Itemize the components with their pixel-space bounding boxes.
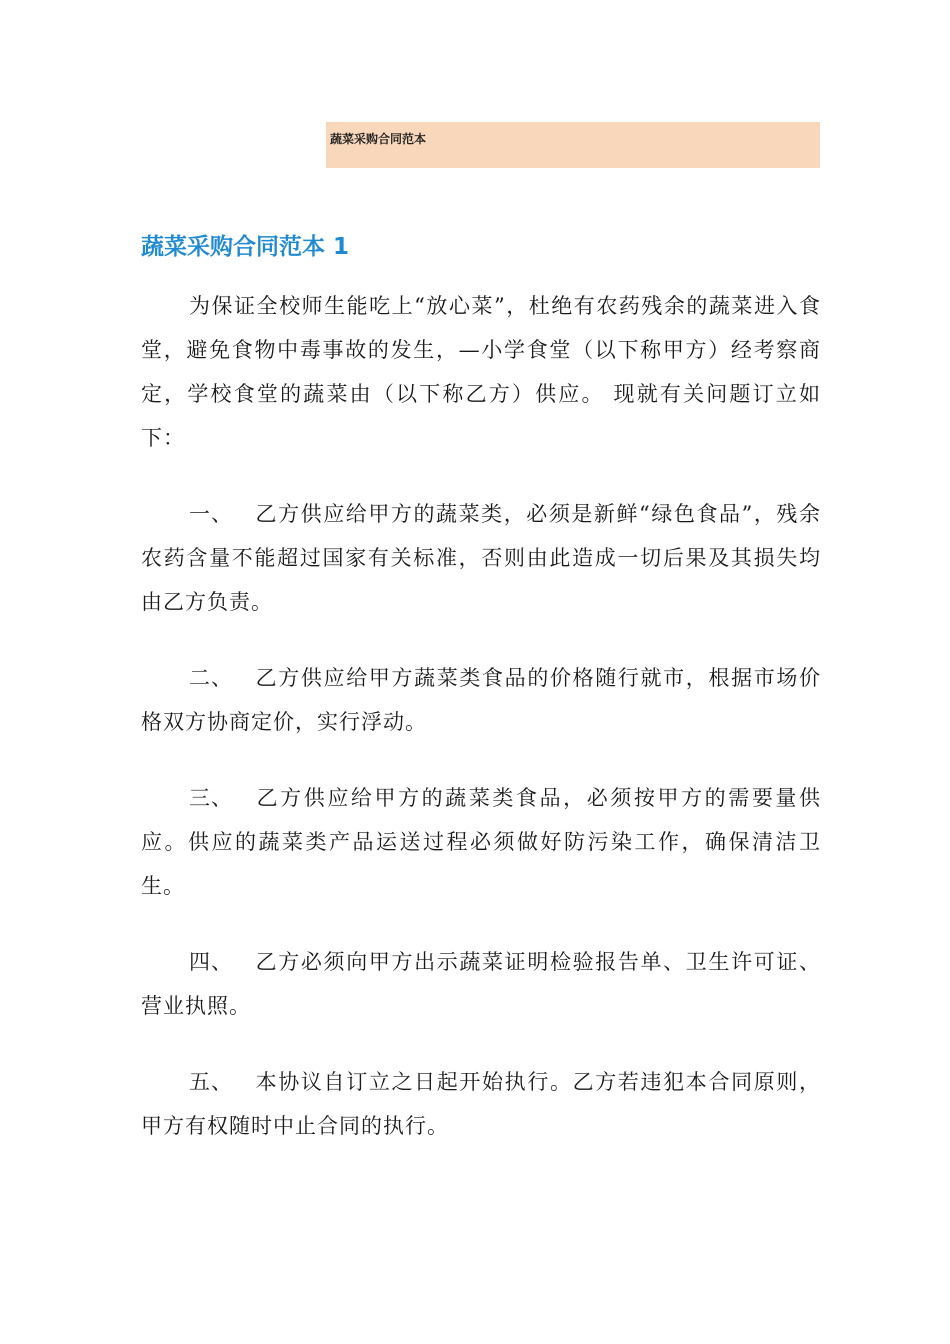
clause-2 [141, 656, 821, 744]
document-title: 蔬菜采购合同范本 1 [141, 234, 350, 260]
header-band [326, 122, 820, 168]
clause-text: 本协议自订立之日起开始执行。乙方若违犯本合同原则， 甲方有权随时中止合同的执行。 [141, 1070, 821, 1138]
clause-text: 乙方供应给甲方的蔬菜类食品，必须按甲方的需要量供应。供应的蔬菜类产品运送过程必须做好防污染工作，确保清洁卫生。 [141, 786, 821, 898]
clause-number: 五、 [189, 1070, 233, 1094]
clause-text: 乙方供应给甲方的蔬菜类，必须是新鲜“绿色食品”，残余农药含量不能超过国家有关标准，否则由此造成一切后果及其损失均由乙方负责。 [141, 502, 821, 614]
clause-number: 四、 [189, 950, 233, 974]
clause-5 [141, 1060, 821, 1148]
intro-paragraph: 为保证全校师生能吃上“放心菜”，杜绝有农药残余的蔬菜进入食堂，避免食物中毒事故的发生，—小学食堂（以下称甲方）经考察商定，学校食堂的蔬菜由（以下称乙方）供应。 现就有关问题订立如下： [141, 294, 821, 450]
clause-number: 二、 [189, 666, 233, 690]
clause-text: 乙方供应给甲方蔬菜类食品的价格随行就市，根据市场价格双方协商定价，实行浮动。 [141, 666, 821, 734]
clause-number: 一、 [189, 502, 233, 526]
clause-number: 三、 [189, 786, 233, 810]
header-band-text: 蔬菜采购合同范本 [330, 132, 427, 146]
clause-4 [141, 940, 821, 1028]
clause-3 [141, 776, 821, 908]
clause-text: 乙方必须向甲方出示蔬菜证明检验报告单、卫生许可证、 营业执照。 [141, 950, 821, 1018]
document-body [141, 284, 821, 1180]
clause-1 [141, 492, 821, 624]
